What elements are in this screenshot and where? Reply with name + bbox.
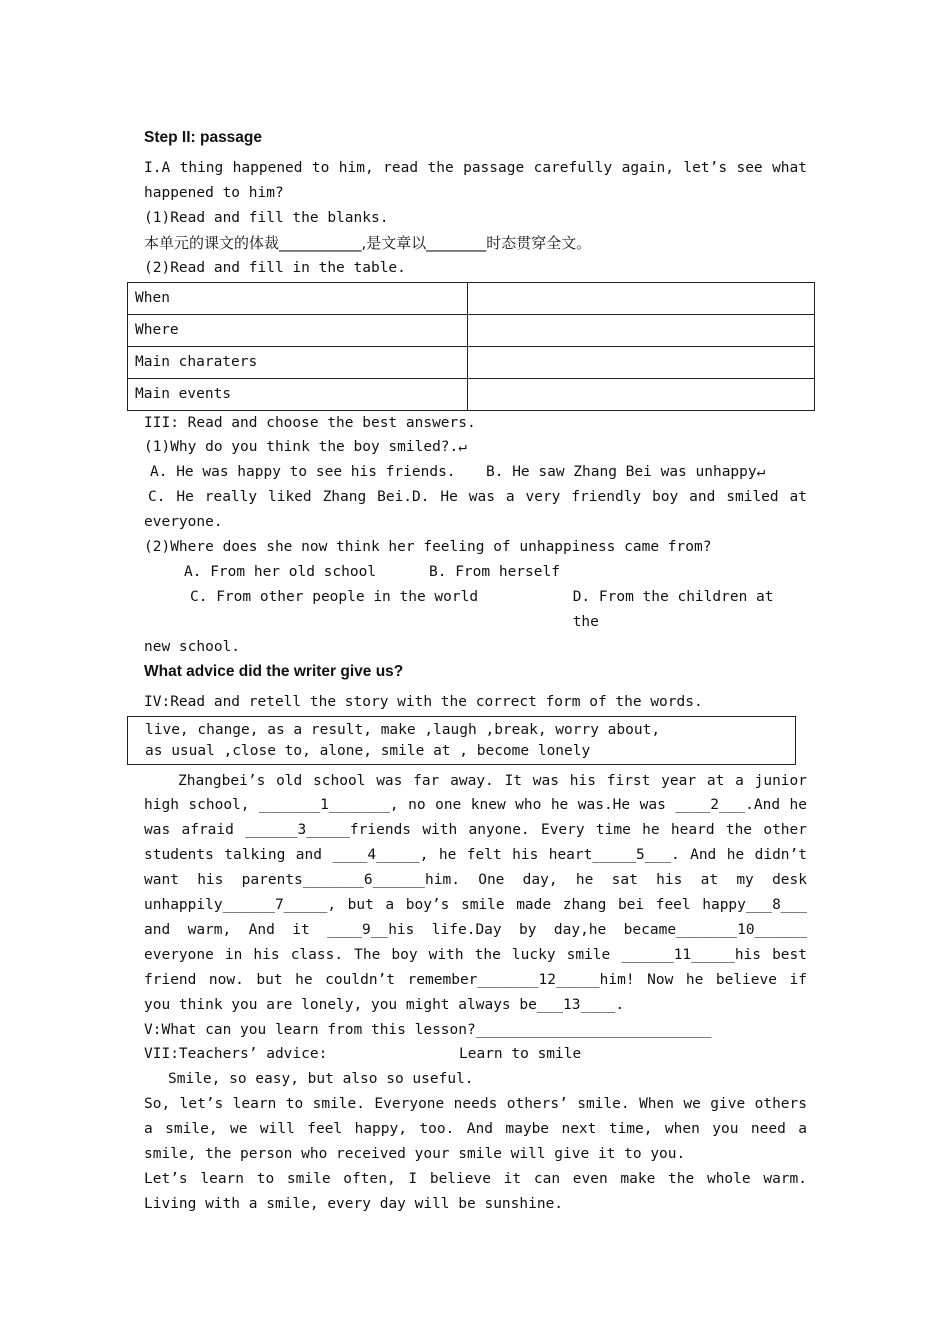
word-bank-line-2: as usual ,close to, alone, smile at , become lonely <box>145 742 591 759</box>
part1-intro: I.A thing happened to him, read the passage carefully again, let’s see what happened to him? <box>144 160 807 201</box>
worksheet-page <box>135 128 807 1217</box>
table-answer-cell[interactable] <box>468 378 815 410</box>
step-title: Step II: passage <box>144 129 263 146</box>
option-b: B. He saw Zhang Bei was unhappy <box>486 464 757 481</box>
table-answer-cell[interactable] <box>468 282 815 314</box>
table-row <box>128 314 815 346</box>
word-bank-line-1: live, change, as a result, make ,laugh ,break, worry about, <box>145 721 661 738</box>
word-bank-box <box>127 716 796 765</box>
part1-q2-label: (2)Read and fill in the table. <box>144 259 406 276</box>
option-b: B. From herself <box>429 563 560 580</box>
part3-title: III: Read and choose the best answers. <box>144 414 476 431</box>
table-row <box>128 346 815 378</box>
paragraph-mark-icon: ↵ <box>756 464 766 481</box>
part3-q1 <box>144 435 807 460</box>
advice-question: What advice did the writer give us? <box>144 662 404 680</box>
table-label-cell: Main events <box>128 378 468 410</box>
table-label-cell: When <box>128 282 468 314</box>
part1-q1-chinese: 本单元的课文的体裁___________,是文章以________时态贯穿全文。 <box>144 233 592 252</box>
part7-header <box>144 1042 807 1067</box>
table-label-cell: Where <box>128 314 468 346</box>
table-label-cell: Main charaters <box>128 346 468 378</box>
table-row <box>128 282 815 314</box>
story-paragraph: Zhangbei’s old school was far away. It was his first year at a junior high school, _______1_______, no one knew who he was.He was ____2___.And he was afraid ______3_____friends with anyone. Every time he heard the other students talking and ____4_____, he felt his heart_____5___. And he didn’t want his parents_______6______him. One day, he sat his at my desk unhappily______7_____, but a boy’s smile made zhang bei feel happy___8___ and warm, And it ____9__his life.Day by day,he became_______10______ everyone in his class. The boy with the lucky smile ______11_____his best friend now. but he couldn’t remember_______12_____him! Now he believe if you think you are lonely, you might always be___13____. <box>144 772 807 1013</box>
part3-q2-options-ab <box>144 560 807 585</box>
option-c: C. From other people in the world <box>190 588 479 605</box>
part7-paragraph-1: So, let’s learn to smile. Everyone needs others’ smile. When we give others a smile, we will feel happy, too. And maybe next time, when you need a smile, the person who received your smile will give it to you. <box>144 1096 807 1163</box>
option-a: A. From her old school <box>184 563 377 580</box>
table-answer-cell[interactable] <box>468 346 815 378</box>
part4-title: IV:Read and retell the story with the correct form of the words. <box>144 693 703 710</box>
part7-label: VII:Teachers’ advice: <box>144 1046 328 1063</box>
table-answer-cell[interactable] <box>468 314 815 346</box>
part1-q1-label: (1)Read and fill the blanks. <box>144 209 389 226</box>
part7-title: Learn to smile <box>459 1046 582 1063</box>
paragraph-mark-icon: ↵ <box>458 439 468 456</box>
part7-paragraph-2: Let’s learn to smile often, I believe it can even make the whole warm. Living with a smile, every day will be sunshine. <box>144 1171 807 1212</box>
option-d-first-line: D. From the children at the <box>572 588 774 630</box>
part3-q1-options-ab <box>144 460 807 485</box>
part7-line1: Smile, so easy, but also so useful. <box>168 1071 474 1088</box>
part3-q1-options-cd: C. He really liked Zhang Bei.D. He was a very friendly boy and smiled at everyone. <box>144 489 807 531</box>
part3-q2-options-cd <box>144 585 807 635</box>
part5-question: V:What can you learn from this lesson?___________________________ <box>144 1021 712 1038</box>
info-table <box>127 282 815 411</box>
table-row <box>128 378 815 410</box>
option-d-continued: new school. <box>144 638 241 655</box>
part3-q2: (2)Where does she now think her feeling of unhappiness came from? <box>144 539 712 556</box>
option-a: A. He was happy to see his friends. <box>150 464 456 481</box>
part3-q1-text: (1)Why do you think the boy smiled?. <box>144 439 459 456</box>
